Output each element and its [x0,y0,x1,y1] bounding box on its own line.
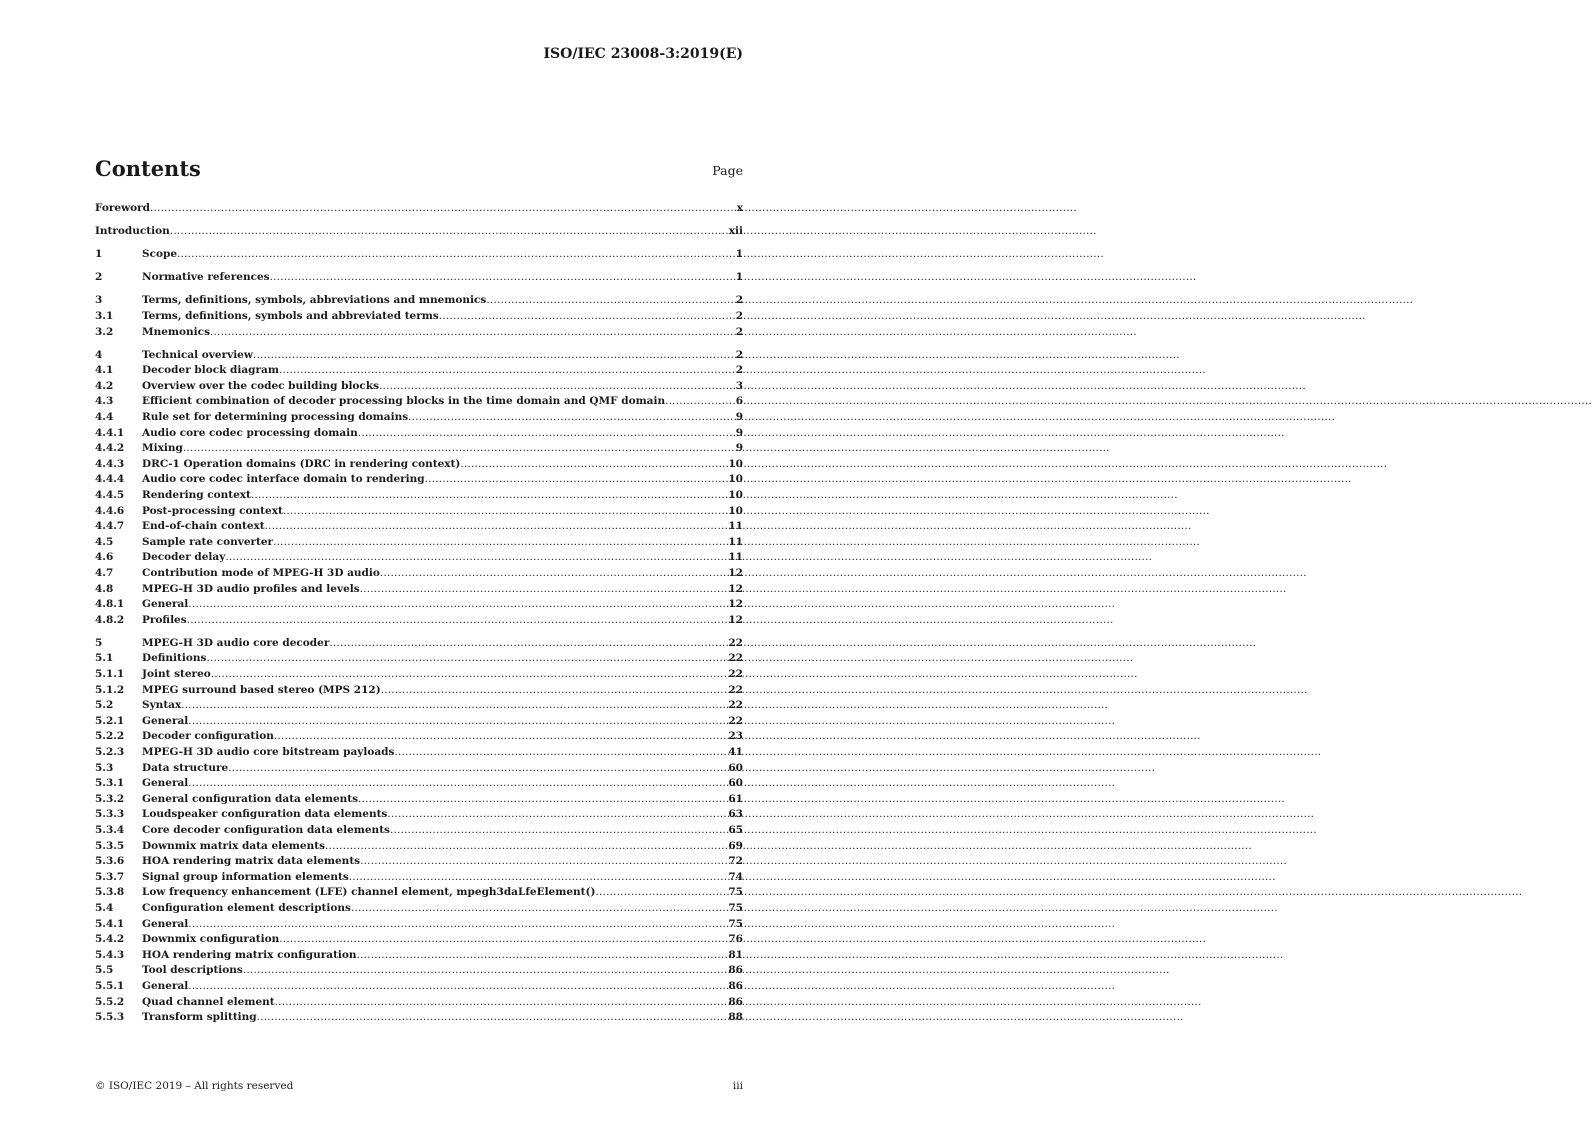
toc-entry-page: 22 [728,714,743,727]
toc-entry-page: 72 [728,855,743,868]
toc-dot-leader [265,519,729,535]
toc-entry[interactable] [95,792,743,808]
toc-entry-page: 10 [728,504,743,517]
toc-dot-leader [251,488,728,504]
toc-entry-title: General [142,917,189,930]
toc-entry-title: Data structure [142,761,229,774]
toc-dot-leader [425,472,729,488]
toc-entry-page: 3 [735,379,743,392]
toc-entry-number: 4.8 [95,582,114,595]
toc-entry-page: 88 [728,1011,743,1024]
toc-entry[interactable] [95,566,743,582]
toc-dot-leader [360,854,728,870]
toc-entry-title: Efficient combination of decoder processing blocks in the time domain and QMF domain [142,395,666,408]
toc-entry-page: 22 [728,668,743,681]
toc-entry[interactable] [95,504,743,520]
page-column-label: Page [712,163,743,178]
toc-entry-number: 5.3.6 [95,855,125,868]
toc-entry[interactable] [95,963,743,979]
toc-entry[interactable] [95,1010,743,1026]
toc-entry-page: x [736,202,743,214]
toc-entry-title: Mixing [142,442,183,455]
toc-entry-page: 22 [728,699,743,712]
toc-entry-title: Joint stereo [142,668,211,681]
toc-entry-title: Downmix matrix data elements [142,839,325,852]
toc-entry-title: Introduction [95,225,170,238]
toc-entry-title: Definitions [142,652,207,665]
toc-entry[interactable] [95,410,743,426]
toc-dot-leader [380,566,728,582]
toc-entry[interactable] [95,472,743,488]
toc-entry-number: 5.3.4 [95,823,125,836]
toc-entry-number: 5.2 [95,699,114,712]
toc-entry[interactable] [95,761,743,777]
toc-entry-page: 11 [728,551,743,564]
toc-entry-page: 1 [735,271,743,284]
toc-dot-leader [408,410,736,426]
toc-entry[interactable] [95,901,743,917]
toc-entry-number: 4.6 [95,551,114,564]
toc-entry-title: General [142,714,189,727]
toc-entry-number: 4.8.1 [95,598,125,611]
toc-dot-leader [390,823,728,839]
toc-dot-leader [283,504,729,520]
toc-dot-leader [206,651,728,667]
toc-entry[interactable] [95,839,743,855]
toc-entry-number: 3.2 [95,325,114,338]
toc-entry-title: Terms, definitions, symbols and abbreviated terms [142,309,439,322]
toc-entry-page: 2 [735,348,743,361]
toc-entry-number: 5.3.5 [95,839,125,852]
toc-entry-number: 5.3.8 [95,886,125,899]
toc-entry-page: 74 [728,870,743,883]
toc-entry[interactable] [95,457,743,473]
toc-entry[interactable] [95,535,743,551]
toc-entry[interactable] [95,683,743,699]
toc-entry-page: 75 [728,901,743,914]
toc-entry[interactable] [95,807,743,823]
toc-entry-number: 5.5.3 [95,1011,125,1024]
toc-entry[interactable] [95,979,743,995]
toc-entry-title: Signal group information elements [142,870,349,883]
toc-entry-number: 4.4.1 [95,426,125,439]
toc-dot-leader [188,917,728,933]
toc-entry-page: 86 [728,995,743,1008]
toc-entry-page: 81 [728,948,743,961]
toc-entry-page: 9 [735,442,743,455]
toc-dot-leader [270,270,736,286]
toc-dot-leader [595,885,728,901]
toc-dot-leader [360,582,729,598]
toc-entry-page: 12 [728,582,743,595]
toc-entry[interactable] [95,519,743,535]
toc-entry-number: 4.2 [95,379,114,392]
toc-entry-number: 3 [95,294,103,307]
toc-dot-leader [187,613,729,629]
toc-entry[interactable] [95,247,743,263]
toc-entry-title: Decoder delay [142,551,226,564]
toc-entry[interactable] [95,823,743,839]
toc-entry[interactable] [95,224,743,240]
toc-entry-title: Audio core codec interface domain to rendering [142,473,425,486]
toc-entry-number: 4 [95,348,103,361]
toc-entry[interactable] [95,348,743,364]
toc-entry-page: 76 [728,933,743,946]
toc-entry[interactable] [95,394,743,410]
toc-entry[interactable] [95,309,743,325]
toc-entry-page: 86 [728,964,743,977]
toc-entry-number: 4.4 [95,411,114,424]
toc-entry-number: 5.2.2 [95,730,125,743]
toc-dot-leader [351,901,728,917]
toc-entry-number: 4.4.5 [95,489,125,501]
toc-entry-title: Low frequency enhancement (LFE) channel element, mpegh3daLfeElement() [142,886,596,899]
toc-entry-number: 5.4.3 [95,948,125,961]
toc-entry[interactable] [95,379,743,395]
toc-entry-number: 5.2.3 [95,746,125,758]
toc-dot-leader [243,963,729,979]
toc-entry-number: 4.5 [95,535,114,548]
toc-entry-title: Foreword [95,202,151,214]
toc-dot-leader [181,698,728,714]
toc-dot-leader [210,325,736,341]
toc-entry-number: 4.1 [95,364,114,377]
toc-dot-leader [394,745,728,761]
toc-entry-number: 4.4.6 [95,504,125,517]
toc-entry-number: 5.1.1 [95,668,125,681]
toc-entry-title: Technical overview [142,348,253,361]
toc-dot-leader [273,535,728,551]
toc-entry-number: 4.3 [95,395,114,408]
toc-entry-number: 4.4.2 [95,442,125,455]
toc-entry-page: 41 [728,746,743,758]
toc-entry-title: HOA rendering matrix data elements [142,855,361,868]
toc-dot-leader [228,761,728,777]
toc-entry-number: 4.4.3 [95,457,125,470]
toc-entry[interactable] [95,870,743,886]
toc-entry[interactable] [95,597,743,613]
toc-dot-leader [211,667,729,683]
toc-entry-number: 2 [95,271,103,284]
toc-entry[interactable] [95,426,743,442]
toc-entry[interactable] [95,325,743,341]
toc-dot-leader [170,224,729,240]
page-number-footer: iii [732,1080,743,1092]
toc-entry-number: 5.4 [95,901,114,914]
toc-entry-title: Sample rate converter [142,535,274,548]
toc-entry-title: Rule set for determining processing domains [142,411,409,424]
table-of-contents [95,201,743,1026]
toc-entry-title: Tool descriptions [142,964,243,977]
toc-entry-title: Decoder configuration [142,730,274,743]
toc-entry-number: 5.4.1 [95,917,125,930]
toc-entry-title: DRC-1 Operation domains (DRC in rendering context) [142,457,461,470]
toc-entry-page: 6 [735,395,743,408]
toc-entry-title: HOA rendering matrix configuration [142,948,357,961]
toc-entry-page: 11 [728,535,743,548]
toc-entry-number: 5.5 [95,964,114,977]
toc-dot-leader [349,870,729,886]
toc-entry-number: 5.3.2 [95,792,125,805]
toc-dot-leader [183,441,736,457]
toc-entry-page: 61 [728,792,743,805]
toc-entry[interactable] [95,550,743,566]
toc-entry-title: Core decoder configuration data elements [142,823,390,836]
toc-entry-number: 5 [95,636,103,649]
toc-entry-title: General configuration data elements [142,792,359,805]
toc-entry-title: Loudspeaker configuration data elements [142,808,388,821]
toc-entry-title: MPEG-H 3D audio profiles and levels [142,582,360,595]
toc-dot-leader [275,995,729,1011]
toc-entry[interactable] [95,651,743,667]
toc-entry[interactable] [95,917,743,933]
toc-entry-title: Mnemonics [142,325,210,338]
toc-entry-title: Post-processing context [142,504,283,517]
toc-entry[interactable] [95,932,743,948]
toc-entry[interactable] [95,854,743,870]
toc-entry-title: Normative references [142,271,270,284]
toc-entry-page: 23 [728,730,743,743]
toc-entry-page: xii [728,225,743,238]
toc-entry[interactable] [95,885,743,901]
toc-entry-number: 3.1 [95,309,114,322]
toc-dot-leader [358,792,728,808]
toc-entry-title: Decoder block diagram [142,364,279,377]
toc-entry-number: 4.7 [95,566,114,579]
toc-entry-page: 12 [728,566,743,579]
toc-entry-title: Syntax [142,699,182,712]
toc-entry-number: 5.3.3 [95,808,125,821]
toc-dot-leader [253,348,736,364]
toc-entry-title: General [142,979,189,992]
toc-entry-title: Quad channel element [142,995,275,1008]
toc-entry[interactable] [95,201,743,217]
toc-entry-number: 4.8.2 [95,613,125,626]
toc-entry-title: Terms, definitions, symbols, abbreviations and mnemonics [142,294,487,307]
toc-entry[interactable] [95,636,743,652]
toc-entry-page: 9 [735,411,743,424]
toc-entry[interactable] [95,995,743,1011]
toc-entry-title: General [142,777,189,790]
toc-dot-leader [150,201,737,217]
toc-entry-title: Configuration element descriptions [142,901,351,914]
toc-entry-page: 2 [735,364,743,377]
toc-entry-page: 22 [728,636,743,649]
toc-entry[interactable] [95,667,743,683]
toc-entry-number: 5.3.1 [95,777,125,790]
toc-entry-title: Scope [142,248,178,261]
toc-entry-page: 63 [728,808,743,821]
toc-entry[interactable] [95,582,743,598]
toc-dot-leader [279,932,728,948]
toc-entry-page: 1 [735,248,743,261]
toc-entry[interactable] [95,293,743,309]
toc-dot-leader [279,363,736,379]
toc-dot-leader [188,776,728,792]
toc-entry-page: 75 [728,917,743,930]
toc-entry-page: 60 [728,777,743,790]
toc-entry-title: General [142,598,189,611]
toc-entry-title: Transform splitting [142,1011,257,1024]
toc-entry-page: 11 [728,520,743,533]
toc-entry-page: 2 [735,325,743,338]
toc-entry-title: Audio core codec processing domain [142,426,358,439]
copyright-footer: © ISO/IEC 2019 – All rights reserved [95,1080,294,1092]
toc-entry[interactable] [95,714,743,730]
toc-dot-leader [188,597,728,613]
toc-entry[interactable] [95,441,743,457]
toc-entry[interactable] [95,729,743,745]
toc-dot-leader [257,1010,729,1026]
toc-entry-number: 5.1 [95,652,114,665]
toc-dot-leader [379,379,736,395]
toc-dot-leader [665,394,736,410]
toc-entry[interactable] [95,948,743,964]
toc-entry-title: MPEG-H 3D audio core bitstream payloads [142,746,395,758]
toc-entry-page: 60 [728,761,743,774]
toc-dot-leader [225,550,728,566]
toc-entry-number: 5.4.2 [95,933,125,946]
toc-entry-title: MPEG surround based stereo (MPS 212) [142,683,381,696]
toc-entry-title: Downmix configuration [142,933,280,946]
toc-entry-page: 10 [728,489,743,501]
toc-entry[interactable] [95,613,743,629]
toc-dot-leader [188,979,728,995]
toc-entry-title: Overview over the codec building blocks [142,379,380,392]
toc-entry-page: 65 [728,823,743,836]
toc-dot-leader [357,948,729,964]
toc-entry-page: 9 [735,426,743,439]
toc-entry-number: 5.3.7 [95,870,125,883]
toc-entry-page: 10 [728,457,743,470]
toc-entry-page: 2 [735,309,743,322]
toc-entry-number: 5.2.1 [95,714,125,727]
toc-entry-title: MPEG-H 3D audio core decoder [142,636,330,649]
toc-entry-title: Contribution mode of MPEG-H 3D audio [142,566,380,579]
toc-entry-title: Profiles [142,613,187,626]
toc-entry-page: 75 [728,886,743,899]
toc-entry-page: 10 [728,473,743,486]
toc-entry[interactable] [95,698,743,714]
toc-entry[interactable] [95,776,743,792]
toc-dot-leader [439,309,736,325]
toc-entry-page: 12 [728,598,743,611]
toc-entry[interactable] [95,363,743,379]
toc-entry-page: 69 [728,839,743,852]
toc-entry-page: 22 [728,652,743,665]
toc-entry-title: End-of-chain context [142,520,265,533]
toc-entry-number: 4.4.4 [95,473,125,486]
toc-entry-number: 5.3 [95,761,114,774]
toc-entry[interactable] [95,270,743,286]
toc-dot-leader [486,293,735,309]
toc-entry[interactable] [95,488,743,504]
toc-dot-leader [177,247,736,263]
toc-dot-leader [381,683,729,699]
toc-dot-leader [274,729,729,745]
toc-entry-page: 22 [728,683,743,696]
toc-entry-number: 5.5.2 [95,995,125,1008]
toc-dot-leader [358,426,736,442]
toc-dot-leader [329,636,728,652]
toc-entry-page: 12 [728,613,743,626]
toc-entry[interactable] [95,745,743,761]
toc-dot-leader [387,807,728,823]
toc-entry-number: 5.5.1 [95,979,125,992]
toc-entry-page: 2 [735,294,743,307]
document-id-header: ISO/IEC 23008-3:2019(E) [543,46,743,62]
toc-dot-leader [460,457,728,473]
contents-heading: Contents [95,156,201,181]
toc-entry-number: 5.1.2 [95,683,125,696]
toc-entry-page: 86 [728,979,743,992]
toc-entry-number: 4.4.7 [95,520,125,533]
toc-dot-leader [325,839,728,855]
toc-entry-title: Rendering context [142,489,251,501]
toc-entry-number: 1 [95,248,103,261]
toc-dot-leader [188,714,728,730]
